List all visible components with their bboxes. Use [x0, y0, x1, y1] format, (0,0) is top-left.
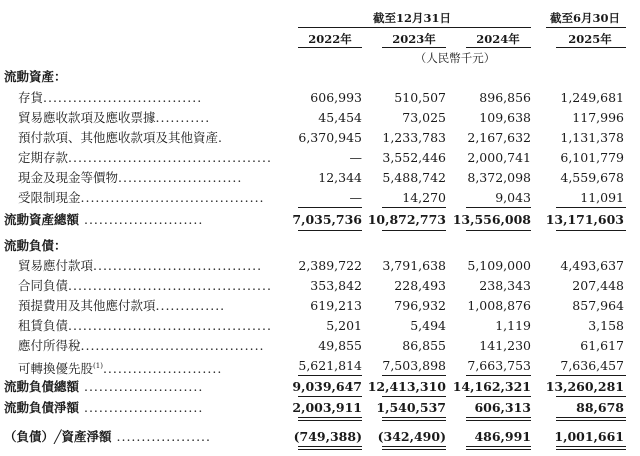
cell-2025: 88,678 [576, 400, 624, 415]
table-row: 可轉換優先股$^{(1)}$........................ 5,621,814 7,503,898 7,663,753 7,636,457 [18, 358, 624, 377]
cell-2024: 14,162,321 [452, 379, 531, 394]
cell-2025: 13,171,603 [545, 212, 624, 227]
row-label: 受限制現金 [18, 190, 81, 205]
subtotal-rule [556, 375, 626, 376]
cell-2024: 2,000,741 [467, 150, 531, 165]
cell-2023: 7,503,898 [382, 358, 446, 373]
row-label: 流動負債總額 [4, 379, 80, 394]
cell-2024: 7,663,753 [467, 358, 531, 373]
table-row: 預提費用及其他應付款項.............. 619,213 796,932 1,008,876 857,964 [0, 296, 640, 316]
year-2022: 2022年 [308, 32, 352, 46]
row-label: 貿易應收款項及應收票據 [18, 110, 156, 125]
cell-2022: 606,993 [310, 90, 362, 105]
subtotal-rule [298, 375, 362, 376]
double-rule [466, 446, 531, 450]
row-label: 預提費用及其他應付款項 [18, 298, 156, 313]
cell-2025: 117,996 [572, 110, 624, 125]
subtotal-rule [382, 375, 446, 376]
section-title-current-liabilities [0, 236, 640, 256]
double-rule [556, 446, 626, 450]
cell-2022: 353,842 [310, 278, 362, 293]
cell-2023: 5,488,742 [382, 170, 446, 185]
cell-2024: 141,230 [479, 338, 531, 353]
header-rule-jun30 [546, 27, 626, 28]
double-rule [382, 446, 446, 450]
cell-2023: 10,872,773 [367, 212, 446, 227]
table-row: 預付款項、其他應收款項及其他資產. 6,370,945 1,233,783 2,167,632 1,131,378 [0, 128, 640, 148]
double-rule [298, 446, 362, 450]
cell-2025: 1,131,378 [560, 130, 624, 145]
cell-2025: 207,448 [572, 278, 624, 293]
cell-2022: 45,454 [318, 110, 362, 125]
year-2025: 2025年 [568, 32, 612, 46]
row-label: 定期存款 [18, 150, 69, 165]
cell-2024: 5,109,000 [467, 258, 531, 273]
section-title: 流動資產： [4, 69, 67, 84]
subtotal-rule [556, 207, 626, 208]
cell-2024: 896,856 [479, 90, 531, 105]
cell-2023: 796,932 [394, 298, 446, 313]
row-label: （負債）╱資產淨額 [4, 429, 112, 444]
year-2024: 2024年 [476, 32, 520, 46]
cell-2022: — [349, 150, 362, 165]
year-rule-2022 [298, 47, 362, 48]
table-row: 合同負債......................................... 353,842 228,493 238,343 207,448 [0, 276, 640, 296]
row-label: 可轉換優先股 [18, 361, 94, 377]
section-title-current-assets [0, 67, 640, 87]
total-rule [382, 230, 446, 231]
table-row: 貿易應付款項.................................. 2,389,722 3,791,638 5,109,000 4,493,637 [0, 256, 640, 276]
header-group-jun30: 截至6月30日 [549, 11, 620, 25]
row-label: 預付款項、其他應收款項及其他資產 [18, 130, 219, 145]
total-rule [466, 396, 531, 397]
net-current-liabilities-row: 流動負債淨額 ........................ 2,003,911 1,540,537 606,313 88,678 [0, 398, 640, 418]
header-rule-dec31 [298, 27, 531, 28]
cell-2022: 5,201 [326, 318, 362, 333]
footnote-marker: (1) [93, 362, 103, 370]
total-current-liabilities-row: 流動負債總額 ........................ 9,039,647 12,413,310 14,162,321 13,260,281 [0, 377, 640, 397]
cell-2024: 486,991 [474, 429, 531, 444]
cell-2024: 109,638 [479, 110, 531, 125]
cell-2025: 1,249,681 [560, 90, 624, 105]
cell-2024: 606,313 [474, 400, 531, 415]
row-label: 流動資產總額 [4, 212, 80, 227]
subtotal-rule [298, 207, 362, 208]
year-rule-2023 [382, 47, 446, 48]
double-rule [382, 417, 446, 421]
cell-2025: 11,091 [580, 190, 624, 205]
cell-2022: 2,389,722 [298, 258, 362, 273]
currency-unit: （人民幣千元） [414, 51, 496, 65]
cell-2022: 5,621,814 [298, 358, 362, 373]
year-rule-2025 [556, 47, 626, 48]
year-2023: 2023年 [392, 32, 436, 46]
cell-2025: 61,617 [580, 338, 624, 353]
cell-2023: 228,493 [394, 278, 446, 293]
cell-2022: 619,213 [310, 298, 362, 313]
subtotal-rule [382, 207, 446, 208]
total-rule [556, 396, 626, 397]
row-label: 貿易應付款項 [18, 258, 94, 273]
cell-2023: 1,540,537 [376, 400, 446, 415]
cell-2025: 6,101,779 [560, 150, 624, 165]
header-group-dec31: 截至12月31日 [372, 11, 451, 25]
cell-2025: 7,636,457 [560, 358, 624, 373]
cell-2023: 12,413,310 [367, 379, 446, 394]
net-assets-row: （負債）╱資產淨額 ................... (749,388) (342,490) 486,991 1,001,661 [0, 427, 640, 447]
cell-2022: 9,039,647 [292, 379, 362, 394]
row-label: 租賃負債 [18, 318, 69, 333]
year-rule-2024 [466, 47, 531, 48]
cell-2022: 2,003,911 [292, 400, 362, 415]
cell-2024: 9,043 [495, 190, 531, 205]
cell-2022: 6,370,945 [298, 130, 362, 145]
cell-2024: 238,343 [479, 278, 531, 293]
subtotal-rule [466, 207, 531, 208]
double-rule [298, 417, 362, 421]
cell-2025: 4,493,637 [560, 258, 624, 273]
cell-2025: 857,964 [572, 298, 624, 313]
cell-2023: 14,270 [402, 190, 446, 205]
row-label: 存貨 [18, 90, 44, 105]
total-rule [466, 230, 531, 231]
cell-2022: (749,388) [293, 429, 362, 444]
table-row: 定期存款......................................... — 3,552,446 2,000,741 6,101,779 [0, 148, 640, 168]
table-row: 應付所得稅..................................... 49,855 86,855 141,230 61,617 [0, 336, 640, 356]
total-current-assets-row: 流動資產總額 ........................ 7,035,736 10,872,773 13,556,008 13,171,603 [0, 210, 640, 230]
row-label: 流動負債淨額 [4, 400, 80, 415]
section-title: 流動負債： [4, 238, 67, 253]
total-rule [382, 396, 446, 397]
row-label: 應付所得稅 [18, 338, 81, 353]
table-row: 貿易應收款項及應收票據........... 45,454 73,025 109,638 117,996 [0, 108, 640, 128]
cell-2022: 49,855 [318, 338, 362, 353]
cell-2023: 1,233,783 [382, 130, 446, 145]
row-label: 現金及現金等價物 [18, 170, 119, 185]
double-rule [556, 417, 626, 421]
table-row: 現金及現金等價物......................... 12,344 5,488,742 8,372,098 4,559,678 [0, 168, 640, 188]
cell-2024: 2,167,632 [467, 130, 531, 145]
cell-2025: 1,001,661 [554, 429, 624, 444]
total-rule [298, 230, 362, 231]
table-row: 受限制現金..................................... — 14,270 9,043 11,091 [0, 188, 640, 208]
cell-2023: 73,025 [402, 110, 446, 125]
double-rule [466, 417, 531, 421]
subtotal-rule [466, 375, 531, 376]
total-rule [556, 230, 626, 231]
cell-2023: 5,494 [410, 318, 446, 333]
cell-2025: 3,158 [588, 318, 624, 333]
cell-2024: 1,008,876 [467, 298, 531, 313]
table-row: 存貨................................ 606,993 510,507 896,856 1,249,681 [0, 88, 640, 108]
cell-2023: 3,552,446 [382, 150, 446, 165]
row-label: 合同負債 [18, 278, 69, 293]
table-row: 租賃負債......................................... 5,201 5,494 1,119 3,158 [0, 316, 640, 336]
cell-2024: 13,556,008 [452, 212, 531, 227]
cell-2024: 1,119 [495, 318, 531, 333]
cell-2025: 4,559,678 [560, 170, 624, 185]
cell-2023: 510,507 [394, 90, 446, 105]
total-rule [298, 396, 362, 397]
cell-2024: 8,372,098 [467, 170, 531, 185]
cell-2025: 13,260,281 [545, 379, 624, 394]
cell-2023: (342,490) [377, 429, 446, 444]
cell-2022: 12,344 [318, 170, 362, 185]
cell-2022: 7,035,736 [292, 212, 362, 227]
cell-2023: 3,791,638 [382, 258, 446, 273]
cell-2022: — [349, 190, 362, 205]
cell-2023: 86,855 [402, 338, 446, 353]
